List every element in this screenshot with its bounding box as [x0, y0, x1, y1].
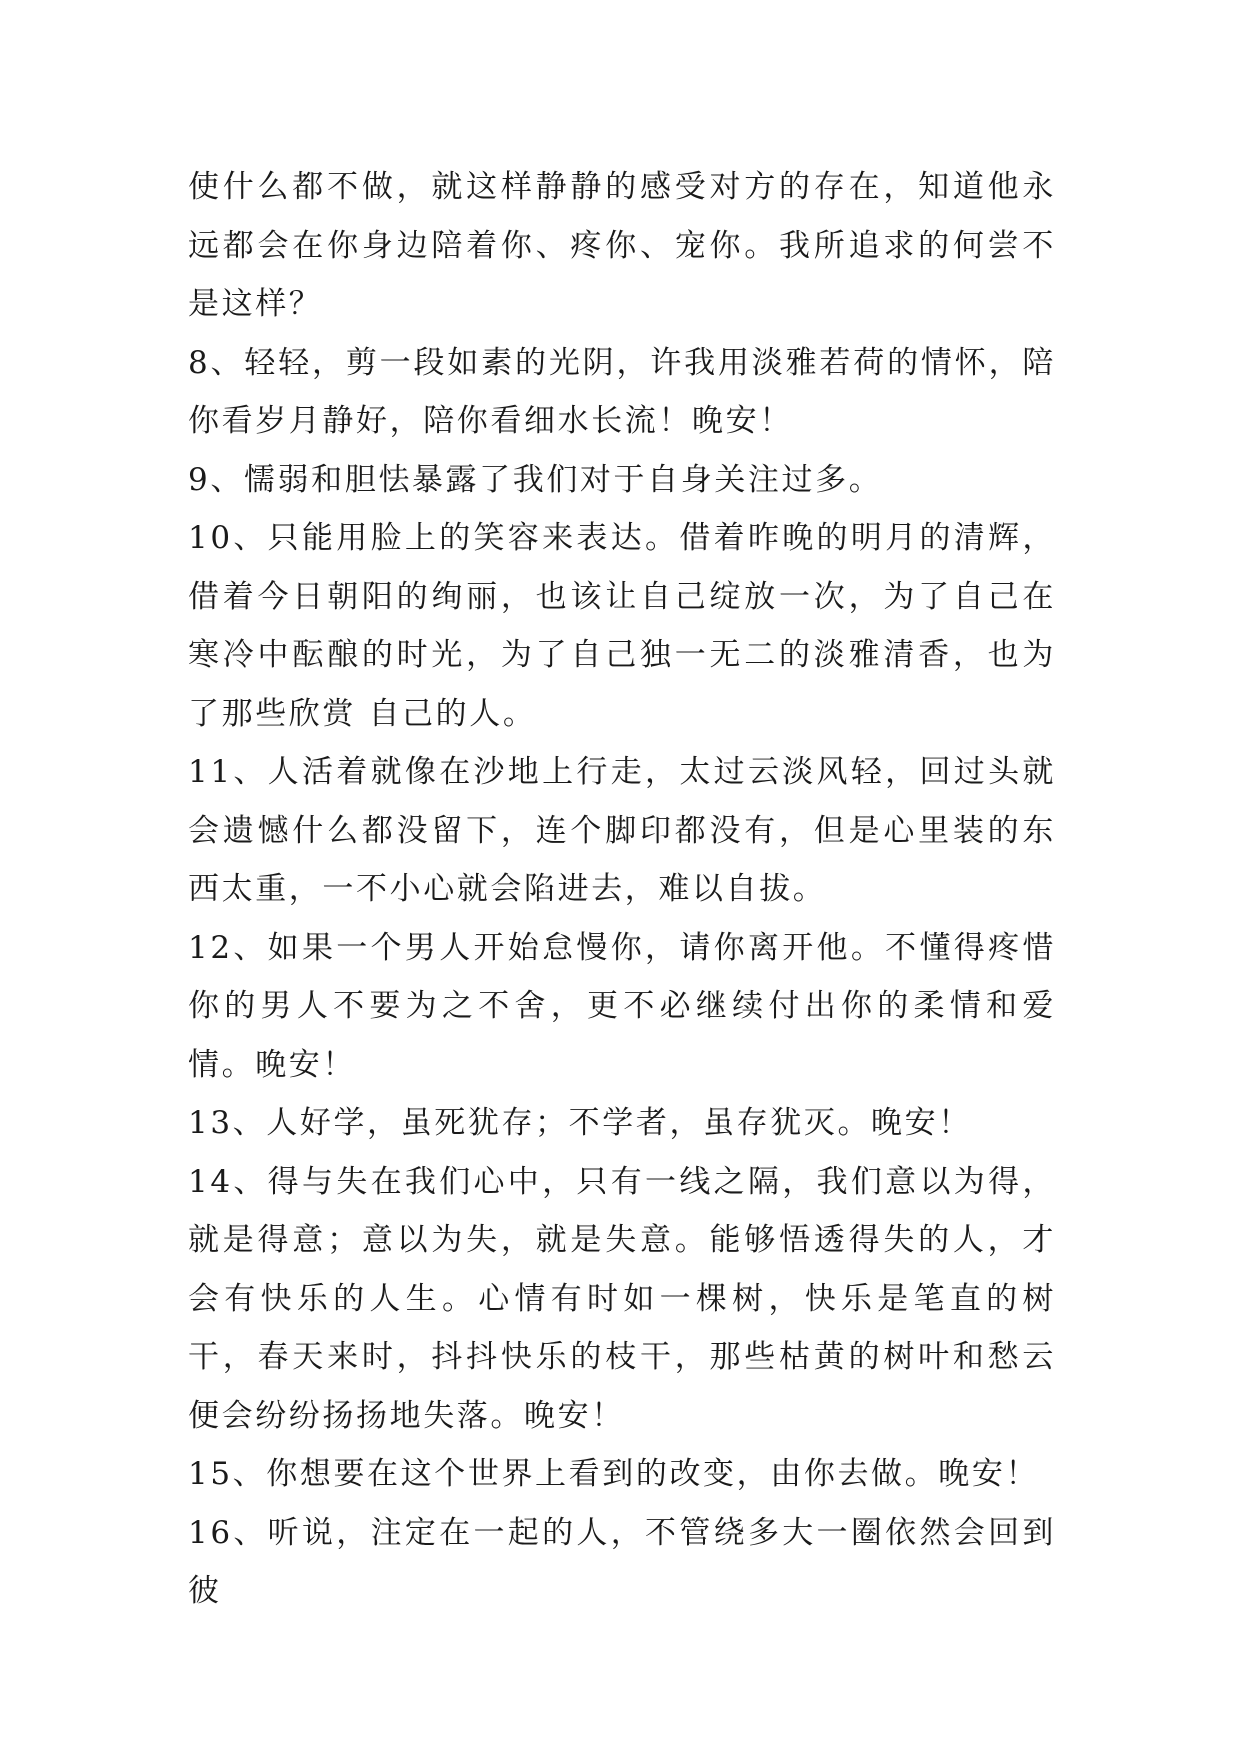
- paragraph-8: 8、轻轻，剪一段如素的光阴，许我用淡雅若荷的情怀，陪你看岁月静好，陪你看细水长流！晚安！: [188, 344, 1056, 439]
- paragraph-15: 15、你想要在这个世界上看到的改变，由你去做。晚安！: [188, 1456, 1040, 1492]
- paragraph-11: 11、人活着就像在沙地上行走，太过云淡风轻，回过头就会遗憾什么都没留下，连个脚印都没有，但是心里装的东西太重，一不小心就会陷进去，难以自拔。: [188, 754, 1056, 907]
- paragraph-9: 9、懦弱和胆怯暴露了我们对于自身关注过多。: [188, 461, 883, 498]
- paragraph-16: 16、听说，注定在一起的人，不管绕多大一圈依然会回到彼: [188, 1514, 1056, 1609]
- paragraph-12: 12、如果一个男人开始怠慢你，请你离开他。不懂得疼惜你的男人不要为之不舍，更不必继续付出你的柔情和爱情。晚安！: [188, 929, 1056, 1083]
- paragraph-10: 10、只能用脸上的笑容来表达。借着昨晚的明月的清辉，借着今日朝阳的绚丽，也该让自己绽放一次，为了自己在寒冷中酝酿的时光，为了自己独一无二的淡雅清香，也为了那些欣赏 自己的人。: [188, 520, 1056, 732]
- paragraph-13: 13、人好学，虽死犹存；不学者，虽存犹灭。晚安！: [188, 1105, 972, 1141]
- document-page: [188, 158, 1056, 1621]
- paragraph-14: 14、得与失在我们心中，只有一线之隔，我们意以为得，就是得意；意以为失，就是失意。能够悟透得失的人，才会有快乐的人生。心情有时如一棵树，快乐是笔直的树干，春天来时，抖抖快乐的枝干，那些枯黄的树叶和愁云便会纷纷扬扬地失落。晚安！: [188, 1163, 1056, 1434]
- paragraph-continuation: 使什么都不做，就这样静静的感受对方的存在，知道他永远都会在你身边陪着你、疼你、宠你。我所追求的何尝不是这样？: [188, 169, 1056, 322]
